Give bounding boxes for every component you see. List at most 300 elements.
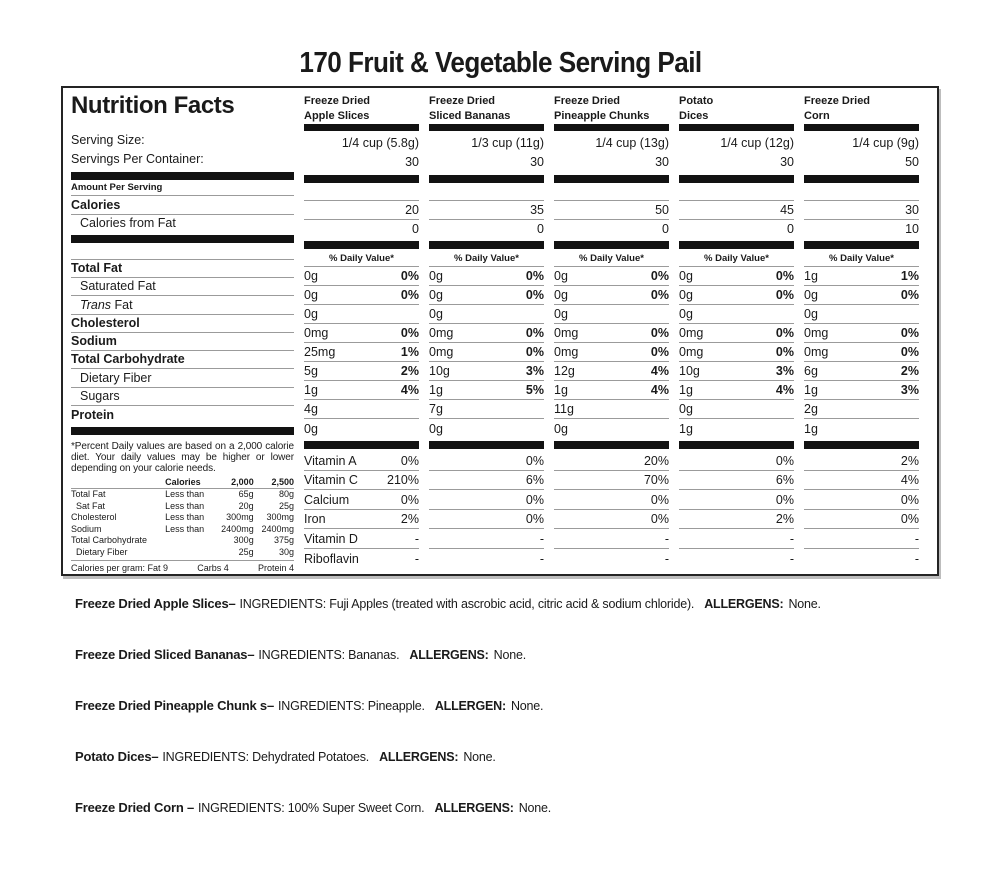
calories-value: 20: [405, 203, 419, 217]
allergen-label: ALLERGENS:: [409, 648, 489, 662]
vitamin-row: [679, 471, 794, 491]
calories-value: 35: [530, 203, 544, 217]
vitamin-row: [429, 549, 544, 569]
nutrient-value-row: [554, 343, 669, 362]
servings-per-container-value: 30: [530, 155, 544, 169]
nutrient-label-row: [71, 351, 294, 369]
nutrient-amount: 2g: [804, 402, 818, 416]
footnote-cell: 25g: [278, 500, 294, 511]
serving-size-value-row: [429, 133, 544, 152]
nutrient-amount: 0g: [429, 422, 443, 436]
vitamin-row: [804, 510, 919, 530]
nutrient-value-row: [429, 305, 544, 324]
separator-bar: [804, 241, 919, 249]
nutrient-amount: 1g: [804, 269, 818, 283]
nutrient-value-row: [679, 286, 794, 305]
amount-per-serving-row: [554, 185, 669, 201]
nutrient-value-row: [304, 381, 419, 400]
nutrient-amount: 1g: [679, 422, 693, 436]
separator-row: [71, 168, 294, 182]
footnote-cell: 375g: [273, 535, 294, 546]
vitamin-label: Vitamin D: [304, 531, 358, 546]
vitamin-value: 0%: [775, 492, 794, 507]
nutrient-label: Total Carbohydrate: [71, 352, 185, 367]
nutrient-daily-value: 2%: [400, 364, 419, 378]
vitamin-row: [304, 471, 419, 491]
daily-value-header: % Daily Value*: [329, 253, 394, 264]
vitamin-value: 20%: [643, 453, 669, 468]
allergen-value: None.: [463, 750, 496, 764]
nutrient-amount: 0mg: [429, 345, 454, 359]
nutrient-daily-value: 2%: [900, 364, 919, 378]
product-header-bar: [554, 124, 669, 131]
vitamin-value: 0%: [775, 453, 794, 468]
product-header-bar: [304, 124, 419, 131]
footnote-cell: Total Fat: [71, 489, 106, 500]
nutrient-amount: 10g: [429, 364, 450, 378]
nutrient-amount: 0g: [804, 288, 818, 302]
daily-value-header: % Daily Value*: [454, 253, 519, 264]
nutrient-daily-value: 0%: [400, 326, 419, 340]
nutrient-amount: 25mg: [304, 345, 336, 359]
calories-value-row: [429, 201, 544, 220]
product-name-line2: Pineapple Chunks: [554, 109, 650, 122]
ingredients-section: [75, 596, 935, 851]
ingredient-body: INGREDIENTS: Pineapple.: [277, 699, 425, 713]
nutrient-amount: 0g: [679, 307, 693, 321]
separator-bar: [554, 241, 669, 249]
footnote-footer-row: [71, 560, 294, 574]
nutrient-value-row: [804, 343, 919, 362]
vitamin-row: [554, 549, 669, 569]
servings-per-container-label: Servings Per Container:: [71, 151, 204, 166]
nutrient-daily-value: 0%: [400, 288, 419, 302]
nutrient-daily-value: 0%: [650, 345, 669, 359]
vitamin-row: [429, 510, 544, 530]
footnote-cell: Cholesterol: [71, 512, 117, 523]
vitamin-row: [679, 490, 794, 510]
vitamin-value: 0%: [900, 492, 919, 507]
footnote: [71, 441, 294, 575]
nutrient-label-row: [71, 315, 294, 333]
nutrient-daily-value: 0%: [525, 269, 544, 283]
allergen-value: None.: [788, 597, 821, 611]
footnote-header-cell: 2,500: [254, 477, 294, 489]
serving-size-value-row: [304, 133, 419, 152]
nutrient-amount: 7g: [429, 402, 443, 416]
serving-size-value: 1/4 cup (5.8g): [341, 136, 419, 150]
calories-value: 45: [780, 203, 794, 217]
calories-from-fat-value-row: [304, 220, 419, 238]
daily-value-header: % Daily Value*: [579, 253, 644, 264]
nutrient-daily-value: 0%: [900, 288, 919, 302]
vitamin-value: 0%: [525, 492, 544, 507]
calories-from-fat-value-row: [554, 220, 669, 238]
page-title: [0, 47, 1000, 80]
nutrient-value-row: [554, 400, 669, 419]
ingredient-product-name: Freeze Dried Pineapple Chunk s–: [75, 698, 274, 713]
product-header-bar: [429, 124, 544, 131]
nutrient-amount: 0mg: [804, 326, 829, 340]
calories-from-fat-value: 0: [662, 222, 669, 236]
vitamin-row: [804, 451, 919, 471]
separator-row: [429, 171, 544, 185]
separator-row: [71, 424, 294, 437]
calories-from-fat-value: 0: [412, 222, 419, 236]
footnote-table-row: [71, 501, 294, 513]
daily-value-header-row: [71, 244, 294, 259]
nutrient-amount: 0g: [554, 288, 568, 302]
nutrient-amount: 1g: [804, 422, 818, 436]
nutrient-amount: 12g: [554, 364, 575, 378]
nutrient-amount: 0g: [679, 288, 693, 302]
product-header: [804, 93, 919, 133]
nutrient-amount: 0g: [554, 269, 568, 283]
serving-size-value-row: [679, 133, 794, 152]
separator-bar: [304, 241, 419, 249]
servings-per-container-value: 30: [405, 155, 419, 169]
vitamin-row: [304, 451, 419, 471]
footnote-cell: 20g: [238, 500, 254, 511]
footnote-cell: Sat Fat: [76, 500, 106, 511]
product-column-3: [554, 93, 669, 574]
vitamin-value: -: [414, 531, 419, 546]
nutrient-daily-value: 0%: [775, 345, 794, 359]
calories-from-fat-value: 0: [787, 222, 794, 236]
footnote-cell: 300mg: [226, 512, 254, 523]
vitamin-value: 0%: [525, 512, 544, 526]
nutrient-daily-value: 0%: [900, 326, 919, 340]
nutrient-daily-value: 1%: [400, 345, 419, 359]
nutrient-value-row: [304, 305, 419, 324]
separator-bar: [804, 441, 919, 449]
allergen-value: None.: [510, 699, 544, 713]
footnote-table-row: [71, 489, 294, 501]
vitamin-row: [554, 471, 669, 491]
nutrient-amount: 1g: [679, 383, 693, 397]
nutrient-daily-value: 0%: [400, 269, 419, 283]
ingredient-line: [75, 647, 935, 663]
nutrient-amount: 0g: [304, 307, 318, 321]
nutrient-value-row: [679, 362, 794, 381]
vitamin-value: -: [414, 552, 419, 566]
amount-per-serving-row: [679, 185, 794, 201]
serving-size-value: 1/4 cup (13g): [595, 136, 669, 150]
nutrient-label: Cholesterol: [71, 315, 140, 330]
nutrient-daily-value: 0%: [650, 326, 669, 340]
vitamin-value: 0%: [900, 512, 919, 526]
nutrient-daily-value: 4%: [650, 364, 669, 378]
product-name-line2: Sliced Bananas: [429, 109, 511, 122]
nutrient-label: Sugars: [80, 388, 120, 403]
calories-from-fat-value: 10: [905, 222, 919, 236]
nutrient-value-row: [429, 381, 544, 400]
ingredient-line: [75, 749, 935, 765]
nutrient-amount: 0mg: [679, 326, 704, 340]
ingredient-product-name: Freeze Dried Corn –: [75, 800, 195, 815]
vitamin-value: 0%: [400, 453, 419, 468]
servings-value-row: [804, 152, 919, 171]
nutrient-value-row: [679, 419, 794, 438]
vitamin-row: [679, 549, 794, 569]
footnote-cell: Less than: [165, 523, 205, 534]
allergen-value: None.: [518, 801, 552, 815]
daily-value-header-row: [804, 251, 919, 267]
separator-bar: [71, 172, 294, 180]
separator-bar: [679, 241, 794, 249]
amount-per-serving-label: Amount Per Serving: [71, 182, 163, 194]
nutrient-value-row: [304, 400, 419, 419]
separator-row: [679, 438, 794, 451]
nutrient-value-row: [429, 286, 544, 305]
nutrient-amount: 10g: [679, 364, 700, 378]
vitamin-value: -: [539, 552, 544, 566]
separator-row: [554, 438, 669, 451]
vitamin-row: [554, 510, 669, 530]
vitamin-row: [554, 451, 669, 471]
product-header: [554, 93, 669, 133]
daily-value-header-row: [554, 251, 669, 267]
nutrient-value-row: [429, 343, 544, 362]
vitamin-value: -: [914, 531, 919, 546]
footnote-table-row: [71, 547, 294, 559]
vitamin-value: -: [789, 552, 794, 566]
allergen-label: ALLERGENS:: [704, 597, 784, 611]
heading-row: [71, 93, 294, 131]
vitamin-label: Iron: [304, 512, 326, 526]
vitamin-row: [429, 471, 544, 491]
nutrient-amount: 0g: [304, 422, 318, 436]
nutrient-amount: 1g: [554, 383, 568, 397]
separator-bar: [554, 175, 669, 183]
calories-from-fat-value-row: [804, 220, 919, 238]
nutrient-value-row: [304, 267, 419, 286]
nutrient-amount: 0g: [804, 307, 818, 321]
calories-label: Calories: [71, 197, 121, 212]
vitamin-value: -: [789, 531, 794, 546]
vitamin-row: [429, 529, 544, 549]
separator-row: [804, 238, 919, 251]
nutrient-label: Protein: [71, 408, 115, 423]
vitamin-row: [304, 510, 419, 530]
product-header-bar: [679, 124, 794, 131]
vitamin-value: -: [539, 531, 544, 546]
footnote-cell: Total Carbohydrate: [71, 535, 148, 546]
nutrient-value-row: [679, 400, 794, 419]
nutrient-daily-value: 4%: [650, 383, 669, 397]
vitamin-value: 6%: [525, 473, 544, 487]
vitamin-label: Riboflavin: [304, 552, 359, 566]
daily-value-header: % Daily Value*: [829, 253, 894, 264]
serving-size-label: Serving Size:: [71, 133, 145, 148]
nutrient-value-row: [679, 305, 794, 324]
product-header: [304, 93, 419, 133]
separator-row: [304, 438, 419, 451]
footnote-header-cell: Calories: [165, 477, 213, 489]
vitamin-label: Calcium: [304, 492, 350, 507]
calories-from-fat-label: Calories from Fat: [80, 215, 176, 230]
footnote-cell: [165, 535, 213, 547]
calories-value: 30: [905, 203, 919, 217]
calories-value-row: [304, 201, 419, 220]
product-header: [679, 93, 794, 133]
vitamin-row: [304, 549, 419, 569]
nutrient-value-row: [804, 286, 919, 305]
vitamin-value: 0%: [400, 492, 419, 507]
nutrient-label: [71, 298, 133, 312]
nutrient-amount: 0mg: [554, 345, 579, 359]
calories-value-row: [679, 201, 794, 220]
nutrient-label-rest: Fat: [111, 297, 133, 312]
serving-size-row: [71, 131, 294, 149]
nutrient-amount: 0mg: [554, 326, 579, 340]
product-column-4: [679, 93, 794, 574]
separator-bar: [679, 175, 794, 183]
nutrient-value-row: [804, 267, 919, 286]
vitamin-value: 0%: [650, 512, 669, 526]
nutrient-label: Dietary Fiber: [80, 370, 152, 385]
vitamin-row: [554, 490, 669, 510]
ingredient-product-name: Freeze Dried Sliced Bananas–: [75, 647, 255, 662]
vitamin-value: 2%: [775, 512, 794, 526]
nutrient-value-row: [554, 419, 669, 438]
vitamin-value: 6%: [775, 473, 794, 487]
footnote-cell: [165, 547, 213, 559]
nutrient-daily-value: 1%: [900, 269, 919, 283]
ingredient-body: INGREDIENTS: Dehydrated Potatoes.: [162, 750, 370, 764]
vitamin-value: -: [914, 552, 919, 566]
nutrient-daily-value: 3%: [900, 383, 919, 397]
nutrient-value-row: [804, 362, 919, 381]
allergen-label: ALLERGENS:: [379, 750, 459, 764]
amount-per-serving-row: [429, 185, 544, 201]
nutrient-amount: 0g: [679, 269, 693, 283]
nutrient-value-row: [804, 305, 919, 324]
nutrient-daily-value: 5%: [525, 383, 544, 397]
nutrient-label-row: [71, 333, 294, 351]
calories-from-fat-value-row: [429, 220, 544, 238]
nutrient-value-row: [429, 267, 544, 286]
nutrient-daily-value: 0%: [525, 345, 544, 359]
separator-bar: [429, 241, 544, 249]
vitamin-row: [304, 490, 419, 510]
ingredient-line: [75, 800, 935, 816]
separator-bar: [71, 427, 294, 435]
nutrient-value-row: [804, 324, 919, 343]
serving-size-value: 1/4 cup (12g): [720, 136, 794, 150]
nutrient-amount: 4g: [304, 402, 318, 416]
nutrient-label: Sodium: [71, 334, 117, 349]
nutrient-value-row: [304, 324, 419, 343]
servings-value-row: [554, 152, 669, 171]
separator-row: [679, 171, 794, 185]
nutrient-amount: 1g: [804, 383, 818, 397]
nutrient-amount: 0g: [429, 269, 443, 283]
nutrient-label: Total Fat: [71, 261, 123, 276]
footnote-cell: 2400mg: [261, 523, 294, 534]
footnote-cell: Sodium: [71, 523, 102, 534]
footnote-table: [71, 477, 294, 559]
vitamin-row: [804, 471, 919, 491]
separator-row: [804, 171, 919, 185]
footnote-cell: Dietary Fiber: [76, 546, 128, 557]
ingredient-body: INGREDIENTS: Fuji Apples (treated with ascrobic acid, citric acid & sodium chloride).: [239, 597, 695, 611]
nutrient-value-row: [554, 324, 669, 343]
footnote-cell: 25g: [238, 546, 254, 557]
nutrient-value-row: [429, 324, 544, 343]
nutrient-amount: 0mg: [804, 345, 829, 359]
nutrient-label-row: [71, 388, 294, 406]
separator-row: [304, 238, 419, 251]
allergen-label: ALLERGEN:: [434, 699, 506, 713]
vitamin-row: [804, 529, 919, 549]
vitamin-value: 210%: [387, 473, 419, 487]
ingredient-line: [75, 698, 935, 714]
separator-row: [679, 238, 794, 251]
servings-value-row: [304, 152, 419, 171]
vitamin-label: Vitamin C: [304, 473, 358, 487]
servings-per-container-row: [71, 149, 294, 167]
nutrient-value-row: [679, 381, 794, 400]
vitamin-label: Vitamin A: [304, 453, 357, 468]
calories-from-fat-row: [71, 215, 294, 232]
footnote-cell: Less than: [165, 500, 205, 511]
product-column-1: [304, 93, 419, 574]
nutrient-amount: 11g: [554, 402, 574, 416]
nutrient-value-row: [554, 362, 669, 381]
separator-bar: [429, 441, 544, 449]
vitamin-value: 2%: [900, 453, 919, 468]
nutrient-amount: 0g: [429, 307, 443, 321]
nutrient-amount: 0g: [679, 402, 693, 416]
separator-bar: [804, 175, 919, 183]
footnote-cell: 2400mg: [221, 523, 254, 534]
vitamin-row: [679, 510, 794, 530]
product-name-line1: Freeze Dried: [554, 95, 621, 107]
separator-bar: [429, 175, 544, 183]
nutrient-value-row: [554, 267, 669, 286]
vitamin-value: 0%: [650, 492, 669, 507]
servings-value-row: [429, 152, 544, 171]
serving-size-value: 1/4 cup (9g): [852, 136, 919, 150]
separator-row: [429, 438, 544, 451]
servings-value-row: [679, 152, 794, 171]
amount-per-serving-row: [71, 181, 294, 196]
vitamin-row: [679, 451, 794, 471]
product-column-5: [804, 93, 919, 574]
nutrient-amount: 0g: [304, 288, 318, 302]
vitamin-row: [679, 529, 794, 549]
nutrient-amount: 0mg: [304, 326, 329, 340]
footnote-cell: Less than: [165, 512, 205, 523]
footnote-header-cell: 2,000: [213, 477, 253, 489]
nutrient-daily-value: 0%: [525, 326, 544, 340]
nutrient-amount: 1g: [304, 383, 318, 397]
separator-row: [804, 438, 919, 451]
servings-per-container-value: 30: [655, 155, 669, 169]
nutrient-value-row: [429, 419, 544, 438]
separator-bar: [71, 235, 294, 243]
product-column-2: [429, 93, 544, 574]
nutrient-daily-value: 4%: [775, 383, 794, 397]
nutrient-amount: 0g: [429, 288, 443, 302]
separator-row: [554, 171, 669, 185]
product-name-line2: Apple Slices: [304, 109, 370, 122]
separator-row: [71, 232, 294, 245]
nutrient-value-row: [429, 400, 544, 419]
vitamin-row: [429, 451, 544, 471]
nutrient-value-row: [679, 324, 794, 343]
